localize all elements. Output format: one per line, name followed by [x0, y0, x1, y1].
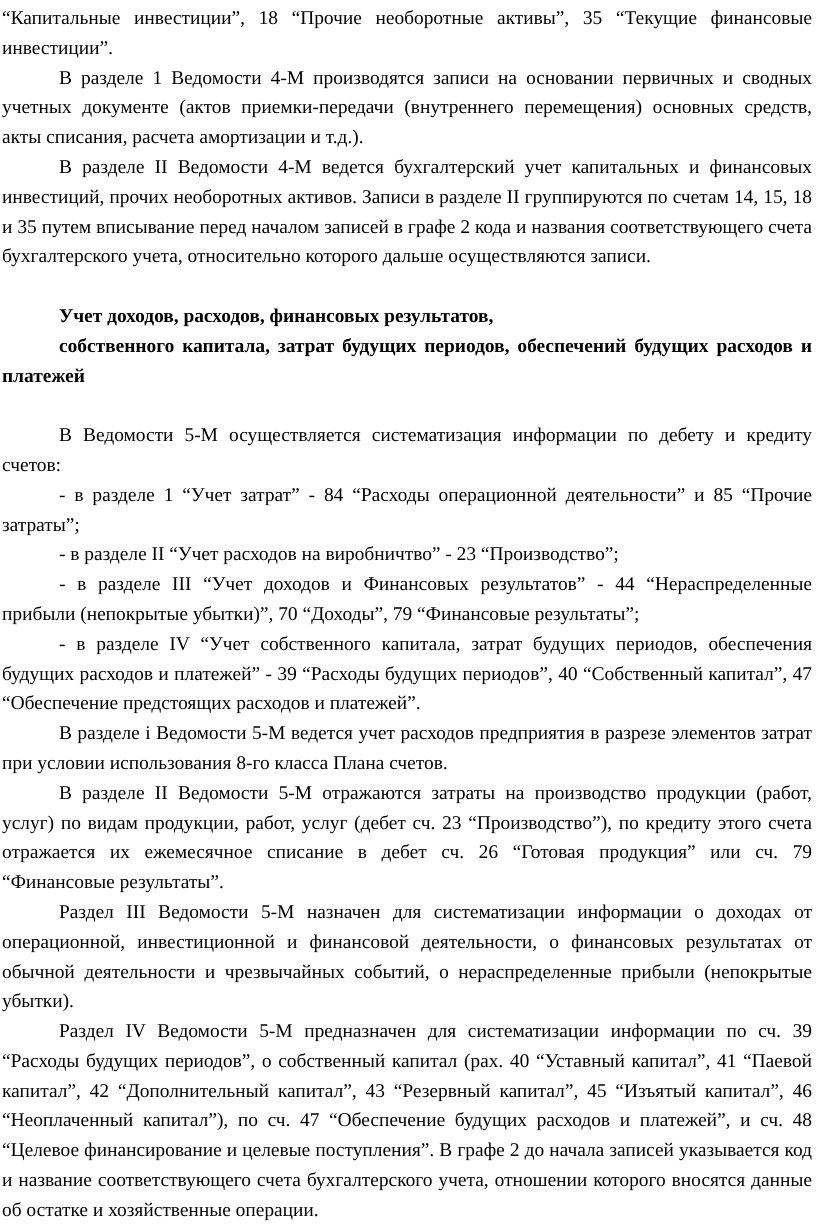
- list-item: - в разделе II “Учет расходов на виробничтво” - 23 “Производство”;: [59, 544, 619, 566]
- spacer: [2, 391, 812, 421]
- spacer: [2, 272, 812, 302]
- paragraph-section-2-4m: В разделе II Ведомости 4-М ведется бухгалтерский учет капитальных и финансовых инвестиций, прочих необоротных активов. Записи в разделе II группируются по счетам 14, 15, 18 и 35 путем вписывание перед началом записей в графе 2 кода и названия соответствующего счета бухгалтерского учета, относительно которого дальше осуществляются записи.: [2, 156, 812, 268]
- list-item: - в разделе IV “Учет собственного капитала, затрат будущих периодов, обеспечения будущих расходов и платежей” - 39 “Расходы будущих периодов”, 40 “Собственный капитал”, 47 “Обеспечение предстоящих расходов и платежей”.: [2, 633, 812, 715]
- section-heading-line1: Учет доходов, расходов, финансовых результатов,: [59, 305, 494, 327]
- paragraph-section-1-4m: В разделе 1 Ведомости 4-М производятся записи на основании первичных и сводных учетных документе (актов приемки-передачи (внутреннего перемещения) основных средств, акты списания, расчета амортизации и т.д.).: [2, 67, 812, 149]
- paragraph-section-1-5m: В разделе і Ведомости 5-М ведется учет расходов предприятия в разрезе элементов затрат при условии использования 8-го класса Плана счетов.: [2, 723, 812, 774]
- paragraph-section-4-5m: Раздел IV Ведомости 5-М предназначен для систематизации информации по сч. 39 “Расходы будущих периодов”, о собственный капитал (рах. 40 “Уставный капитал”, 41 “Паевой капитал”, 42 “Дополнительный капитал”, 43 “Резервный капитал”, 45 “Изъятый капитал”, 46 “Неоплаченный капитал”), по сч. 47 “Обеспечение будущих расходов и платежей”, и сч. 48 “Целевое финансирование и целевые поступления”. В графе 2 до начала записей указывается код и название соответствующего счета бухгалтерского учета, отношении которого вносятся данные об остатке и хозяйственные операции.: [2, 1021, 812, 1221]
- list-item: - в разделе 1 “Учет затрат” - 84 “Расходы операционной деятельности” и 85 “Прочие затраты”;: [2, 484, 812, 536]
- paragraph-intro-5m: В Ведомости 5-М осуществляется систематизация информации по дебету и кредиту счетов:: [2, 425, 812, 476]
- paragraph-section-3-5m: Раздел III Ведомости 5-М назначен для систематизации информации о доходах от операционной, инвестиционной и финансовой деятельности, о финансовых результатах от обычной деятельности и чрезвычайных событий, о нераспределенные прибыли (непокрытые убытки).: [2, 901, 812, 1013]
- paragraph-continuation: “Капитальные инвестиции”, 18 “Прочие необоротные активы”, 35 “Текущие финансовые инвестиции”.: [2, 8, 812, 59]
- section-heading-line2: собственного капитала, затрат будущих периодов, обеспечений будущих расходов и платежей: [2, 335, 812, 387]
- paragraph-section-2-5m: В разделе II Ведомости 5-М отражаются затраты на производство продукции (работ, услуг) по видам продукции, работ, услуг (дебет сч. 23 “Производство”), по кредиту этого счета отражается их ежемесячное списание в дебет сч. 26 “Готовая продукция” или сч. 79 “Финансовые результаты”.: [2, 782, 812, 894]
- list-item: - в разделе III “Учет доходов и Финансовых результатов” - 44 “Нераспределенные прибыли (непокрытые убытки)”, 70 “Доходы”, 79 “Финансовые результаты”;: [2, 574, 812, 625]
- document-body: [2, 4, 812, 1226]
